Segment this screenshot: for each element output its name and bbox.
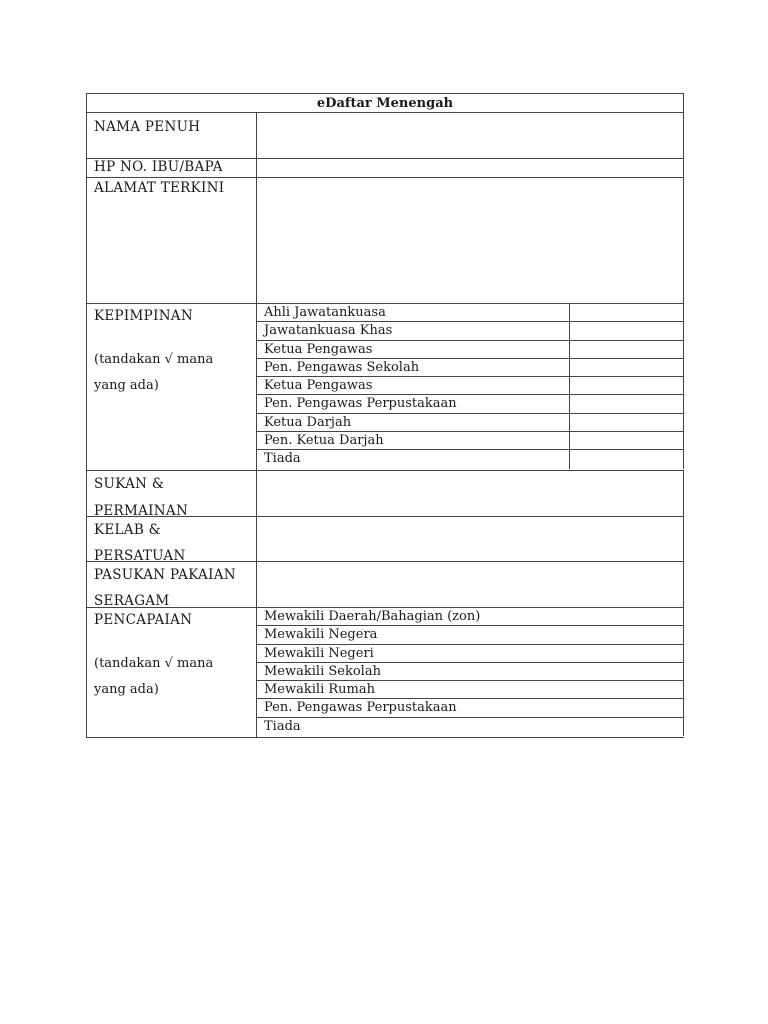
- pencapaian-note: (tandakan √ mana yang ada): [94, 656, 214, 697]
- option-label: Mewakili Negera: [257, 626, 684, 643]
- pasukan-field[interactable]: [257, 562, 684, 607]
- kepimpinan-cell: [87, 304, 257, 470]
- option-row: [257, 322, 684, 340]
- option-label: Ahli Jawatankuasa: [257, 304, 570, 321]
- pasukan-row: [87, 562, 684, 608]
- option-row[interactable]: [257, 718, 684, 736]
- option-label: Tiada: [257, 450, 570, 468]
- option-row: [257, 341, 684, 359]
- kelab-field[interactable]: [257, 517, 684, 561]
- option-label: Mewakili Negeri: [257, 645, 684, 662]
- option-label: Pen. Pengawas Perpustakaan: [257, 395, 570, 412]
- option-label: Jawatankuasa Khas: [257, 322, 570, 339]
- pencapaian-options: [257, 608, 684, 737]
- option-label: Ketua Pengawas: [257, 341, 570, 358]
- pasukan-label: PASUKAN PAKAIAN SERAGAM: [87, 562, 257, 607]
- pencapaian-label: PENCAPAIAN: [94, 612, 193, 628]
- kepimpinan-options: [257, 304, 684, 470]
- option-checkbox[interactable]: [570, 322, 684, 339]
- pencapaian-row: [87, 608, 684, 738]
- alamat-row: [87, 178, 684, 304]
- option-row[interactable]: [257, 699, 684, 717]
- nama-penuh-field[interactable]: [257, 113, 684, 158]
- alamat-label: ALAMAT TERKINI: [87, 178, 257, 303]
- option-row: [257, 395, 684, 413]
- sukan-row: [87, 471, 684, 517]
- sukan-field[interactable]: [257, 471, 684, 516]
- option-row: [257, 359, 684, 377]
- form-title: eDaftar Menengah: [87, 94, 684, 113]
- kepimpinan-label: KEPIMPINAN: [94, 308, 193, 324]
- hp-no-row: [87, 159, 684, 178]
- hp-no-field[interactable]: [257, 159, 684, 177]
- option-row[interactable]: [257, 681, 684, 699]
- option-checkbox[interactable]: [570, 341, 684, 358]
- hp-no-label: HP NO. IBU/BAPA: [87, 159, 257, 177]
- option-label: Tiada: [257, 718, 684, 736]
- nama-penuh-label: NAMA PENUH: [87, 113, 257, 158]
- option-checkbox[interactable]: [570, 359, 684, 376]
- option-row[interactable]: [257, 608, 684, 626]
- kelab-label: KELAB & PERSATUAN: [87, 517, 257, 561]
- option-label: Ketua Darjah: [257, 414, 570, 431]
- option-checkbox[interactable]: [570, 450, 684, 468]
- pencapaian-cell: [87, 608, 257, 737]
- option-label: Pen. Ketua Darjah: [257, 432, 570, 449]
- option-row[interactable]: [257, 626, 684, 644]
- sukan-label: SUKAN & PERMAINAN: [87, 471, 257, 516]
- kelab-row: [87, 517, 684, 562]
- option-checkbox[interactable]: [570, 432, 684, 449]
- kepimpinan-row: [87, 304, 684, 471]
- option-label: Mewakili Sekolah: [257, 663, 684, 680]
- option-checkbox[interactable]: [570, 304, 684, 321]
- option-row: [257, 304, 684, 322]
- nama-penuh-row: [87, 113, 684, 159]
- option-row[interactable]: [257, 645, 684, 663]
- option-row: [257, 414, 684, 432]
- option-label: Pen. Pengawas Perpustakaan: [257, 699, 684, 716]
- option-row: [257, 432, 684, 450]
- option-label: Ketua Pengawas: [257, 377, 570, 394]
- alamat-field[interactable]: [257, 178, 684, 303]
- option-row: [257, 450, 684, 468]
- option-row[interactable]: [257, 663, 684, 681]
- option-checkbox[interactable]: [570, 377, 684, 394]
- option-label: Mewakili Daerah/Bahagian (zon): [257, 608, 684, 625]
- option-row: [257, 377, 684, 395]
- kepimpinan-note: (tandakan √ mana yang ada): [94, 352, 214, 393]
- option-label: Pen. Pengawas Sekolah: [257, 359, 570, 376]
- option-checkbox[interactable]: [570, 414, 684, 431]
- option-checkbox[interactable]: [570, 395, 684, 412]
- registration-form: [86, 93, 684, 738]
- option-label: Mewakili Rumah: [257, 681, 684, 698]
